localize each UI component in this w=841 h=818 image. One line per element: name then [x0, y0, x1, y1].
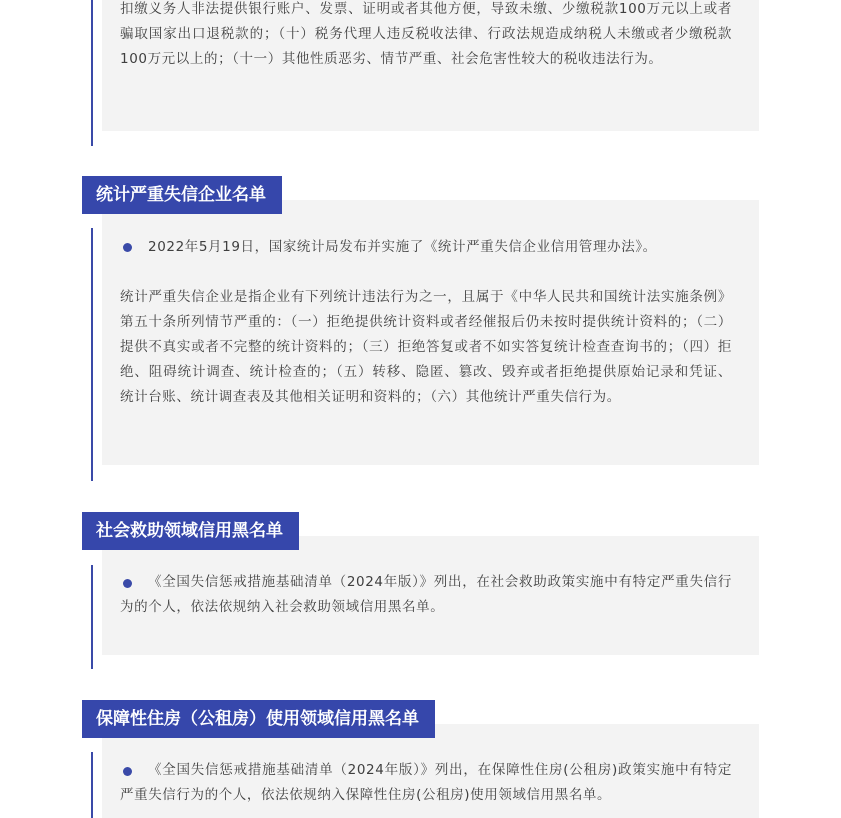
statistics-bullet-text: 2022年5月19日，国家统计局发布并实施了《统计严重失信企业信用管理办法》。 [148, 239, 657, 255]
section-rule-social-aid [91, 565, 93, 669]
bullet-dot-icon [123, 243, 132, 252]
statistics-body-paragraph: 统计严重失信企业是指企业有下列统计违法行为之一，且属于《中华人民共和国统计法实施条例》第五十条所列情节严重的：（一）拒绝提供统计资料或者经催报后仍未按时提供统计资料的；（二）提供不真实或者不完整的统计资料的；（三）拒绝答复或者不如实答复统计检查查询书的；（四）拒绝、阻碍统计调查、统计检查的；（五）转移、隐匿、篡改、毁弃或者拒绝提供原始记录和凭证、统计台账、统计调查表及其他相关证明和资料的；（六）其他统计严重失信行为。 [120, 289, 732, 405]
section-rule-housing [91, 752, 93, 818]
social-aid-bullet-text: 《全国失信惩戒措施基础清单（2024年版）》列出，在社会救助政策实施中有特定严重失信行为的个人，依法依规纳入社会救助领域信用黑名单。 [120, 574, 732, 615]
section-rule-statistics [91, 228, 93, 481]
section-title-statistics: 统计严重失信企业名单 [82, 176, 282, 214]
section-title-social-aid: 社会救助领域信用黑名单 [82, 512, 299, 550]
housing-bullet-text: 《全国失信惩戒措施基础清单（2024年版）》列出，在保障性住房(公租房)政策实施中有特定严重失信行为的个人，依法依规纳入保障性住房(公租房)使用领域信用黑名单。 [120, 762, 732, 803]
tax-violation-paragraph: 扣缴义务人非法提供银行账户、发票、证明或者其他方便，导致未缴、少缴税款100万元以上或者骗取国家出口退税款的；（十）税务代理人违反税收法律、行政法规造成纳税人未缴或者少缴税款100万元以上的；（十一）其他性质恶劣、情节严重、社会危害性较大的税收违法行为。 [120, 1, 732, 67]
section-title-housing: 保障性住房（公租房）使用领域信用黑名单 [82, 700, 435, 738]
section-rule-prev [91, 0, 93, 146]
